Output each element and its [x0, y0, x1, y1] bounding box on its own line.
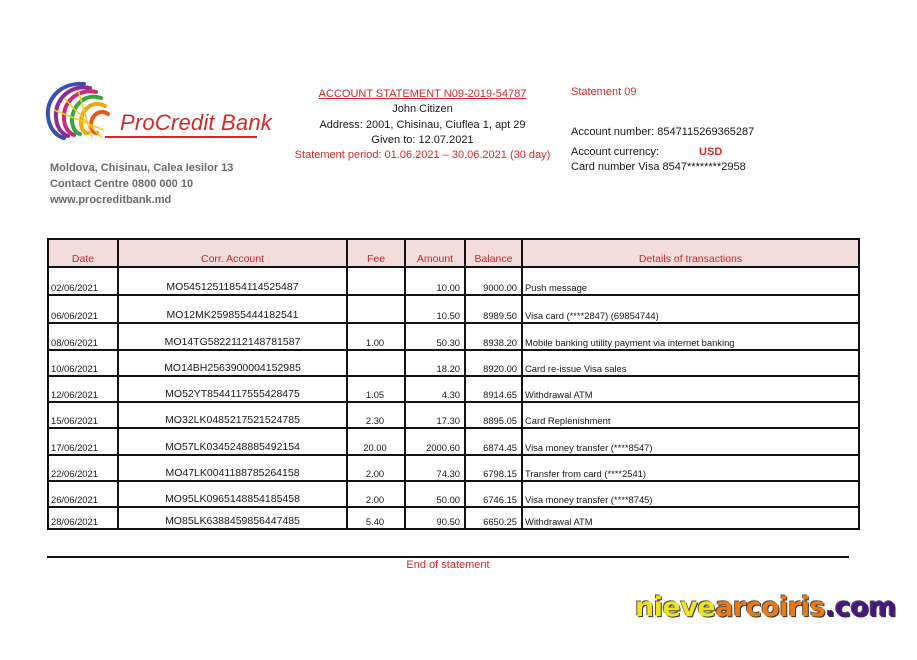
table-row [48, 267, 859, 295]
watermark [635, 592, 896, 623]
cell-corr-account: MO95LK0965148854185458 [118, 481, 347, 507]
cell-details: Card Replenishment [522, 402, 859, 428]
cell-amount: 18.20 [405, 350, 465, 376]
cell-corr-account: MO57LK0345248885492154 [118, 428, 347, 455]
watermark-part-2: arcoiris [715, 592, 826, 623]
cell-amount: 50.00 [405, 481, 465, 507]
cell-details: Withdrawal ATM [522, 507, 859, 529]
table-row [48, 507, 859, 529]
cell-date: 15/06/2021 [48, 402, 118, 428]
account-details [571, 85, 754, 180]
cell-date: 08/06/2021 [48, 323, 118, 350]
cell-fee: 5.40 [347, 507, 405, 529]
cell-details: Mobile banking utility payment via internet banking [522, 323, 859, 350]
cell-corr-account: MO12MK259855444182541 [118, 295, 347, 323]
cell-corr-account: MO52YT8544117555428475 [118, 376, 347, 402]
col-fee: Fee [347, 239, 405, 267]
cell-balance: 6874.45 [465, 428, 522, 455]
table-row [48, 481, 859, 507]
statement-period: Statement period: 01.06.2021 – 30.06.2021 (30 day) [294, 149, 551, 162]
cell-balance: 8938.20 [465, 323, 522, 350]
cell-corr-account: MO32LK0485217521524785 [118, 402, 347, 428]
cell-fee: 1.05 [347, 376, 405, 402]
cell-date: 10/06/2021 [48, 350, 118, 376]
transactions-table [47, 238, 860, 530]
procredit-logo-icon [44, 80, 110, 142]
cell-amount: 10.50 [405, 295, 465, 323]
cell-fee: 2.00 [347, 455, 405, 481]
cell-details: Push message [522, 267, 859, 295]
cell-date: 22/06/2021 [48, 455, 118, 481]
end-of-statement: End of statement [406, 559, 490, 571]
cell-details: Withdrawal ATM [522, 376, 859, 402]
cell-balance: 9000.00 [465, 267, 522, 295]
cell-date: 02/06/2021 [48, 267, 118, 295]
end-divider [47, 556, 849, 558]
holder-address: Address: 2001, Chisinau, Ciuflea 1, apt 29 [319, 118, 526, 131]
statement-header [285, 87, 560, 163]
cell-corr-account: MO85LK6388459856447485 [118, 507, 347, 529]
table-row [48, 323, 859, 350]
cell-fee: 2.00 [347, 481, 405, 507]
col-balance: Balance [465, 239, 522, 267]
table-row [48, 376, 859, 402]
cell-corr-account: MO54512511854114525487 [118, 267, 347, 295]
cell-amount: 4.30 [405, 376, 465, 402]
cell-details: Visa money transfer (****8745) [522, 481, 859, 507]
cell-corr-account: MO47LK0041188785264158 [118, 455, 347, 481]
cell-date: 12/06/2021 [48, 376, 118, 402]
account-holder: John Citizen [392, 103, 453, 116]
cell-amount: 50.30 [405, 323, 465, 350]
card-number: Card number Visa 8547********2958 [571, 161, 746, 173]
account-number: Account number: 8547115269365287 [571, 126, 755, 138]
cell-date: 26/06/2021 [48, 481, 118, 507]
cell-amount: 90.50 [405, 507, 465, 529]
cell-fee [347, 350, 405, 376]
bank-website[interactable]: www.procreditbank.md [50, 194, 172, 206]
account-currency-row [571, 145, 754, 160]
cell-balance: 8914.65 [465, 376, 522, 402]
cell-fee: 20.00 [347, 428, 405, 455]
cell-fee: 2.30 [347, 402, 405, 428]
cell-balance: 6650.25 [465, 507, 522, 529]
cell-corr-account: MO14TG5822112148781587 [118, 323, 347, 350]
currency-label: Account currency: [571, 146, 660, 158]
cell-amount: 17.30 [405, 402, 465, 428]
currency-value: USD [699, 146, 723, 158]
cell-amount: 2000.60 [405, 428, 465, 455]
cell-details: Card re-issue Visa sales [522, 350, 859, 376]
col-corr-account: Corr. Account [118, 239, 347, 267]
cell-amount: 10.00 [405, 267, 465, 295]
statement-number: Statement 09 [571, 86, 637, 98]
statement-title: ACCOUNT STATEMENT N09-2019-54787 [318, 88, 527, 100]
bank-name-underline [105, 136, 257, 138]
col-amount: Amount [405, 239, 465, 267]
cell-details: Visa card (****2847) (69854744) [522, 295, 859, 323]
table-row [48, 350, 859, 376]
cell-amount: 74.30 [405, 455, 465, 481]
table-header-row [48, 239, 859, 267]
bank-info [50, 160, 233, 208]
watermark-part-1: nieve [635, 592, 716, 623]
cell-date: 28/06/2021 [48, 507, 118, 529]
table-row [48, 428, 859, 455]
cell-balance: 6798.15 [465, 455, 522, 481]
cell-balance: 8989.50 [465, 295, 522, 323]
cell-details: Visa money transfer (****8547) [522, 428, 859, 455]
bank-name: ProCredit Bank [120, 110, 272, 135]
cell-balance: 8895.05 [465, 402, 522, 428]
cell-date: 17/06/2021 [48, 428, 118, 455]
table-row [48, 295, 859, 323]
table-row [48, 402, 859, 428]
cell-fee [347, 267, 405, 295]
cell-details: Transfer from card (****2541) [522, 455, 859, 481]
cell-date: 06/06/2021 [48, 295, 118, 323]
bank-contact: Contact Centre 0800 000 10 [50, 178, 194, 190]
cell-balance: 6746.15 [465, 481, 522, 507]
col-details: Details of transactions [522, 239, 859, 267]
watermark-part-3: .com [825, 592, 897, 623]
bank-address: Moldova, Chisinau, Calea Iesilor 13 [50, 162, 234, 174]
table-row [48, 455, 859, 481]
col-date: Date [48, 239, 118, 267]
cell-corr-account: MO14BH2563900004152985 [118, 350, 347, 376]
cell-fee: 1.00 [347, 323, 405, 350]
cell-fee [347, 295, 405, 323]
cell-balance: 8920.00 [465, 350, 522, 376]
given-to: Given to: 12.07.2021 [371, 133, 474, 146]
